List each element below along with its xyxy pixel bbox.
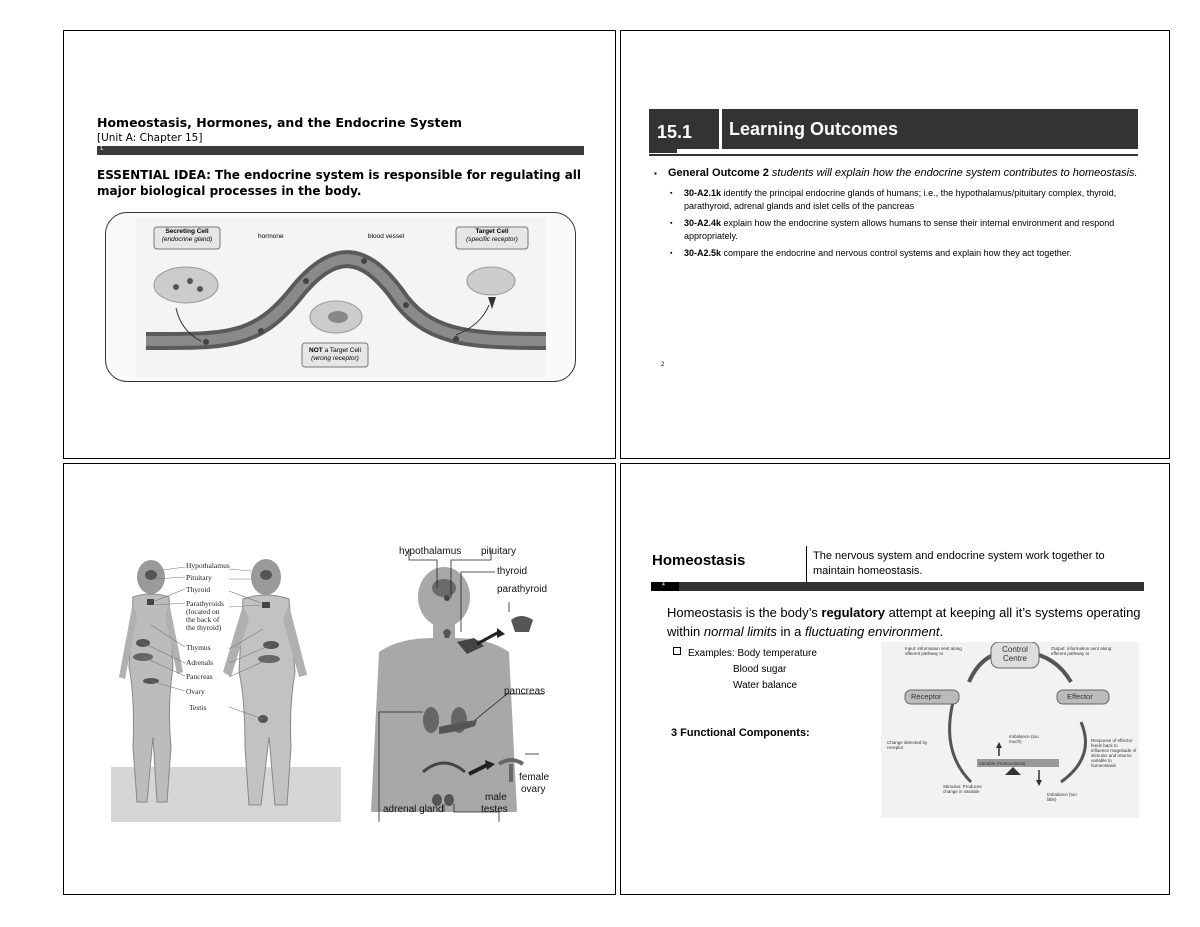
not-target-cell-label: NOT a Target Cell (wrong receptor) bbox=[309, 347, 361, 362]
page-number-box bbox=[651, 582, 679, 591]
slide-subtitle: [Unit A: Chapter 15] bbox=[97, 132, 203, 144]
title-divider-bar bbox=[97, 146, 584, 155]
label-testis: Testis bbox=[189, 703, 207, 712]
slide-title: Homeostasis bbox=[652, 552, 746, 569]
page-number: 1 bbox=[100, 146, 104, 152]
change-detected-label: Change detected by receptor bbox=[887, 740, 928, 750]
blood-vessel-label: blood vessel bbox=[368, 233, 405, 240]
list-item: Water balance bbox=[733, 680, 798, 691]
imbalance-too-much-label: Imbalance (too much) bbox=[1009, 734, 1039, 744]
slide-3 bbox=[63, 463, 616, 895]
label-pituitary: Pituitary bbox=[186, 573, 212, 582]
page-number: 2 bbox=[661, 362, 665, 368]
human-bodies-illustration bbox=[111, 547, 341, 822]
list-item: ▪ 30-A2.5k compare the endocrine and nervous control systems and explain how they act together. bbox=[670, 247, 1144, 260]
feedback-loop-diagram bbox=[881, 642, 1139, 818]
section-number: 15.1 bbox=[657, 122, 693, 142]
general-outcome: ▪ General Outcome 2 students will explain how the endocrine system contributes to homeostasis. bbox=[654, 166, 1144, 181]
slide-title: Homeostasis, Hormones, and the Endocrine System bbox=[97, 115, 462, 130]
homeostasis-definition: Homeostasis is the body’s regulatory attempt at keeping all it’s systems operating within normal limits in a fluctuating environment. bbox=[667, 605, 1141, 639]
slide-1 bbox=[63, 30, 616, 459]
response-label: Response of effector feeds back to influence magnitude of stimulus and returns variable to homeostasis bbox=[1091, 738, 1137, 768]
title-underline bbox=[649, 154, 1138, 156]
examples-list: Examples: Body temperature bbox=[673, 646, 817, 662]
stimulus-label: Stimulus: Produces change in variable bbox=[943, 784, 982, 794]
label-thyroid: Thyroid bbox=[186, 585, 211, 594]
slide-2 bbox=[620, 30, 1170, 459]
endocrine-glands-human-figure bbox=[111, 547, 341, 822]
output-label: Output: information sent along efferent pathway to bbox=[1051, 646, 1112, 656]
label-parathyroids: Parathyroids (located on the back of the thyroid) bbox=[186, 599, 224, 632]
functional-components-heading: 3 Functional Components: bbox=[671, 727, 810, 739]
label-parathyroid: parathyroid bbox=[497, 584, 548, 595]
variable-label: Variable (Homeostasis) bbox=[979, 761, 1026, 766]
receptor-label: Receptor bbox=[911, 692, 942, 701]
label-adrenal-gland: adrenal gland bbox=[383, 804, 444, 815]
label-ovary: ovary bbox=[521, 784, 546, 795]
label-hypothalamus: Hypothalamus bbox=[186, 561, 230, 570]
label-thyroid: thyroid bbox=[497, 566, 528, 577]
input-label: Input: information sent along afferent pathway to bbox=[905, 646, 962, 656]
target-cell-label: Target Cell (specific receptor) bbox=[466, 228, 518, 243]
title-divider-bar bbox=[651, 582, 1144, 591]
hormone-label: hormone bbox=[258, 233, 284, 240]
label-female: female bbox=[519, 772, 550, 783]
label-thymus: Thymus bbox=[186, 643, 211, 652]
list-item: ▪ 30-A2.4k explain how the endocrine system allows humans to sense their internal environment and respond appropriately. bbox=[670, 217, 1144, 243]
label-pancreas: Pancreas bbox=[186, 672, 213, 681]
label-pancreas: pancreas bbox=[504, 686, 546, 697]
endocrine-glands-diagram bbox=[339, 542, 569, 822]
label-testes: testes bbox=[481, 804, 508, 815]
page-number: 4 bbox=[662, 582, 665, 588]
slide-title: Learning Outcomes bbox=[729, 119, 899, 139]
list-item: ▪ 30-A2.1k identify the principal endocrine glands of humans; i.e., the hypothalamus/pituitary complex, thyroid, parathyroid, adrenal glands and islet cells of the pancreas bbox=[670, 187, 1144, 213]
effector-label: Effector bbox=[1067, 692, 1093, 701]
label-pituitary: pituitary bbox=[481, 546, 517, 557]
slide-description: The nervous system and endocrine system work together to maintain homeostasis. bbox=[813, 550, 1105, 577]
checkbox-bullet-icon bbox=[673, 647, 681, 655]
secreting-cell-label: Secreting Cell (endocrine gland) bbox=[161, 228, 213, 243]
slide-4 bbox=[620, 463, 1170, 895]
control-centre-label: Control Centre bbox=[1002, 645, 1028, 663]
examples-more bbox=[733, 662, 797, 694]
label-male: male bbox=[485, 792, 507, 803]
label-adrenals: Adrenals bbox=[186, 658, 214, 667]
imbalance-too-little-label: Imbalance (too little) bbox=[1047, 792, 1077, 802]
title-separator bbox=[806, 546, 807, 584]
label-hypothalamus: hypothalamus bbox=[399, 546, 462, 557]
outcomes-list bbox=[654, 166, 1144, 264]
hormone-signaling-figure bbox=[105, 212, 576, 382]
accent-line bbox=[649, 149, 677, 153]
label-ovary: Ovary bbox=[186, 687, 205, 696]
list-item: Blood sugar bbox=[733, 664, 787, 675]
feedback-loop-illustration bbox=[881, 642, 1139, 818]
essential-idea: ESSENTIAL IDEA: The endocrine system is responsible for regulating all major biological processes in the body. bbox=[97, 168, 582, 198]
